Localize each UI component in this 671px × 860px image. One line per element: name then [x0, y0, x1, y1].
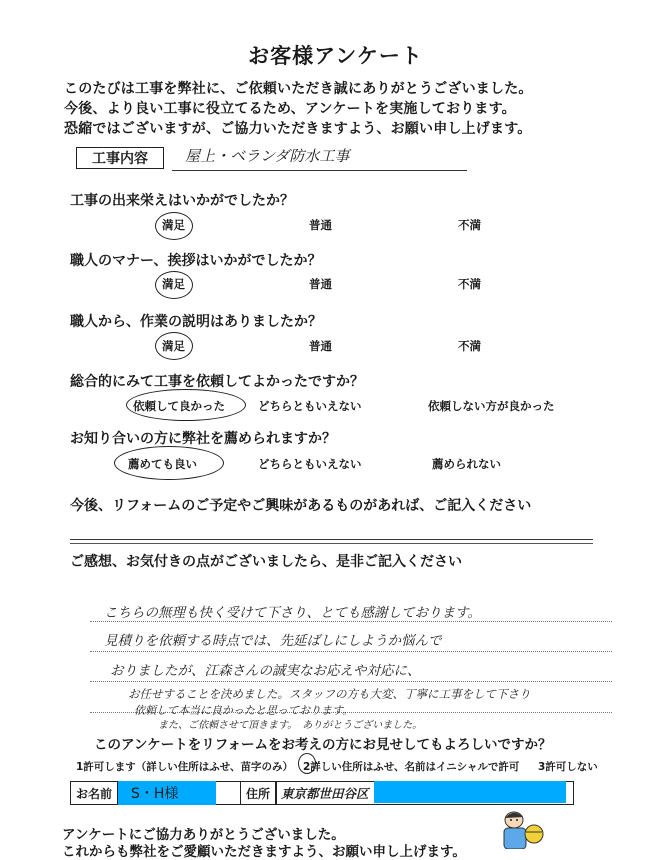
footer-cut-text: これからも弊社をご愛顧いただきますよう、お願い申し上げます。 [62, 844, 466, 860]
q3-option-unsatisfied: 不満 [458, 339, 481, 353]
thanks-text: アンケートにご協力ありがとうございました。 [62, 827, 345, 843]
q1-option-unsatisfied: 不満 [458, 218, 481, 232]
work-value: 屋上・ベランダ防水工事 [185, 147, 350, 165]
worker-mascot-icon [496, 806, 562, 849]
intro-line-3: 恐縮ではございますが、ご協力いただきますよう、お願い申し上げます。 [64, 121, 532, 137]
question-1: 工事の出来栄えはいかがでしたか？ [70, 193, 294, 209]
question-5: お知り合いの方に弊社を薦められますか？ [70, 431, 336, 447]
name-value: S・H様 [118, 781, 216, 805]
permission-option-1: 1許可します（詳しい住所はふせ、苗字のみ） [76, 761, 293, 773]
q1-option-satisfied: 満足 [162, 218, 185, 232]
work-label: 工事内容 [76, 147, 164, 169]
q4-option-bad: 依頼しない方が良かった [428, 399, 555, 413]
question-4: 総合的にみて工事を依頼してよかったですか？ [70, 374, 364, 390]
comment-line-3: おりましたが、江森さんの誠実なお応えや対応に、 [110, 663, 421, 679]
q2-option-unsatisfied: 不満 [458, 277, 481, 291]
comment-question: ご感想、お気付きの点がございましたら、是非ご記入ください [70, 554, 462, 570]
page-title: お客様アンケート [248, 44, 423, 68]
address-label: 住所 [240, 781, 276, 805]
intro-line-1: このたびは工事を弊社に、ご依頼いただき誠にありがとうございました。 [64, 81, 533, 97]
q5-option-recommend: 薦めても良い [128, 457, 197, 471]
q4-option-good: 依頼して良かった [133, 399, 225, 413]
q2-option-neutral: 普通 [309, 277, 332, 291]
comment-line-6: また、ご依頼させて頂きます。 ありがとうございました。 [158, 720, 423, 731]
question-3: 職人から、作業の説明はありましたか？ [70, 314, 322, 330]
comment-line-2: 見積りを依頼する時点では、先延ばしにしようか悩んで [104, 633, 442, 649]
q2-option-satisfied: 満足 [162, 277, 185, 291]
question-2: 職人のマナー、挨拶はいかがでしたか？ [70, 253, 322, 269]
comment-line-4: お任せすることを決めました。スタッフの方も大変、丁寧に工事をして下さり [128, 687, 531, 701]
name-cell-spacer [216, 781, 240, 805]
address-value: 東京都世田谷区 [281, 786, 369, 801]
reform-rule-2 [70, 543, 593, 544]
q5-option-neutral: どちらともいえない [258, 457, 362, 471]
reform-question: 今後、リフォームのご予定やご興味があるものがあれば、ご記入ください [70, 498, 532, 514]
address-redaction [374, 781, 566, 803]
comment-line-5: 依頼して本当に良かったと思っております。 [134, 704, 354, 717]
comment-line-rule-2 [90, 651, 612, 652]
comment-line-rule-1 [90, 621, 612, 622]
q4-option-neutral: どちらともいえない [258, 399, 362, 413]
intro-line-2: 今後、より良い工事に役立てるため、アンケートを実施しております。 [64, 101, 516, 117]
q1-option-neutral: 普通 [309, 218, 332, 232]
name-label: お名前 [70, 781, 118, 805]
permission-option-2: 2詳しい住所はふせ、名前はイニシャルで許可 [303, 761, 520, 773]
q5-option-not-recommend: 薦められない [432, 457, 501, 471]
permission-question: このアンケートをリフォームをお考えの方にお見せしてもよろしいですか？ [94, 737, 552, 753]
work-underline [172, 170, 467, 171]
q3-option-satisfied: 満足 [162, 339, 185, 353]
q3-option-neutral: 普通 [309, 339, 332, 353]
permission-option-3: 3許可しない [538, 761, 598, 773]
reform-rule-1 [70, 539, 593, 540]
comment-line-rule-3 [90, 681, 612, 682]
comment-line-1: こちらの無理も快く受けて下さり、とても感謝しております。 [104, 605, 481, 621]
